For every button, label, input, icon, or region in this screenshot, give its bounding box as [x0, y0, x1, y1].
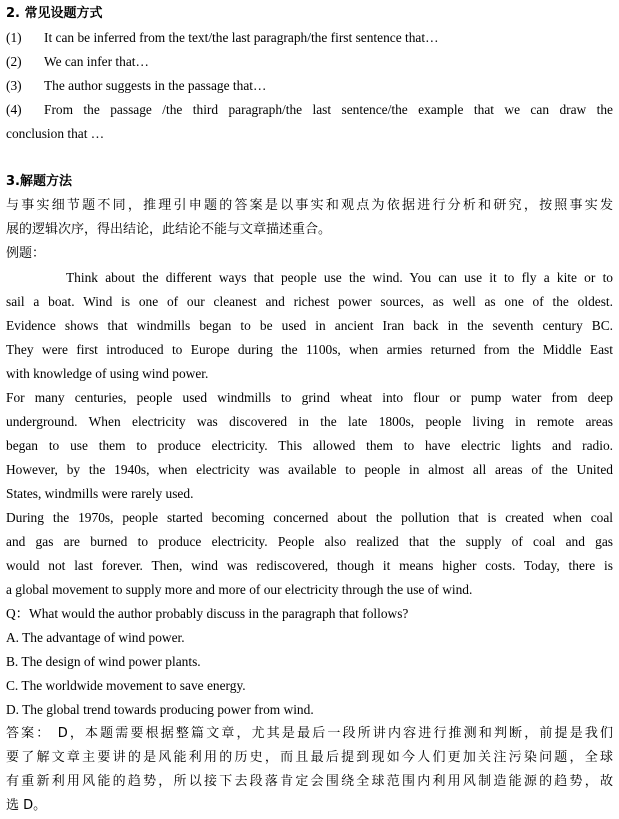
passage-line: Evidence shows that windmills began to be used in ancient Iran back in the seventh century BC. — [6, 318, 613, 333]
passage-line: sail a boat. Wind is one of our cleanest and richest power sources, as well as one of the oldest. — [6, 294, 613, 309]
passage-line: During the 1970s, people started becoming concerned about the pollution that is created when coal — [6, 510, 613, 525]
item-text: It can be inferred from the text/the last paragraph/the first sentence that… — [44, 30, 439, 45]
passage-line: Think about the different ways that people use the wind. You can use it to fly a kite or to — [66, 270, 613, 285]
section-2-heading: 2. 常见设题方式 — [6, 6, 103, 21]
passage-line: began to use them to produce electricity. This allowed them to have electric lights and radio. — [6, 438, 613, 453]
item-continuation: conclusion that … — [6, 126, 105, 141]
option-a: A. The advantage of wind power. — [6, 630, 185, 645]
item-text: We can infer that… — [44, 54, 149, 69]
option-d: D. The global trend towards producing power from wind. — [6, 702, 314, 717]
answer-line: 要了解文章主要讲的是风能利用的历史，而且最后提到现如今人们更加关注污染问题，全球 — [6, 750, 613, 765]
item-text: The author suggests in the passage that… — [44, 78, 267, 93]
section-3-heading: 3.解题方法 — [6, 174, 72, 189]
question-form-item — [6, 76, 613, 96]
item-number: (3) — [6, 78, 22, 93]
option-b: B. The design of wind power plants. — [6, 654, 201, 669]
passage-line: States, windmills were rarely used. — [6, 486, 194, 501]
passage-line: and gas are burned to produce electricity. People also realized that the supply of coal and gas — [6, 534, 613, 549]
passage-line: would not last forever. Then, wind was rediscovered, though it means higher costs. Today, there is — [6, 558, 613, 573]
passage-line: They were first introduced to Europe during the 1100s, when armies returned from the Middle East — [6, 342, 613, 357]
passage-line: For many centuries, people used windmills to grind wheat into flour or pump water from deep — [6, 390, 613, 405]
item-number: (4) — [6, 102, 22, 117]
question-text: Q：What would the author probably discuss in the paragraph that follows? — [6, 606, 409, 621]
item-number: (2) — [6, 54, 22, 69]
question-form-item — [6, 100, 613, 120]
answer-line: 有重新利用风能的趋势，所以接下去段落肯定会围绕全球范围内利用风制造能源的趋势，故 — [6, 774, 613, 789]
intro-line: 展的逻辑次序，得出结论，此结论不能与文章描述重合。 — [6, 222, 332, 237]
item-text: From the passage /the third paragraph/the last sentence/the example that we can draw the — [44, 102, 613, 117]
passage-line: with knowledge of using wind power. — [6, 366, 209, 381]
option-c: C. The worldwide movement to save energy. — [6, 678, 246, 693]
passage-line: a global movement to supply more and more of our electricity through the use of wind. — [6, 582, 473, 597]
answer-line: 答案： D，本题需要根据整篇文章，尤其是最后一段所讲内容进行推测和判断，前提是我们 — [6, 726, 613, 741]
answer-line: 选 D。 — [6, 798, 47, 813]
example-label: 例题： — [6, 246, 46, 261]
question-form-item — [6, 52, 613, 72]
intro-line: 与事实细节题不同，推理引申题的答案是以事实和观点为依据进行分析和研究，按照事实发 — [6, 198, 613, 213]
item-number: (1) — [6, 30, 22, 45]
passage-line: underground. When electricity was discovered in the late 1800s, people living in remote areas — [6, 414, 613, 429]
question-form-item — [6, 28, 613, 48]
passage-line: However, by the 1940s, when electricity was available to people in almost all areas of the United — [6, 462, 613, 477]
